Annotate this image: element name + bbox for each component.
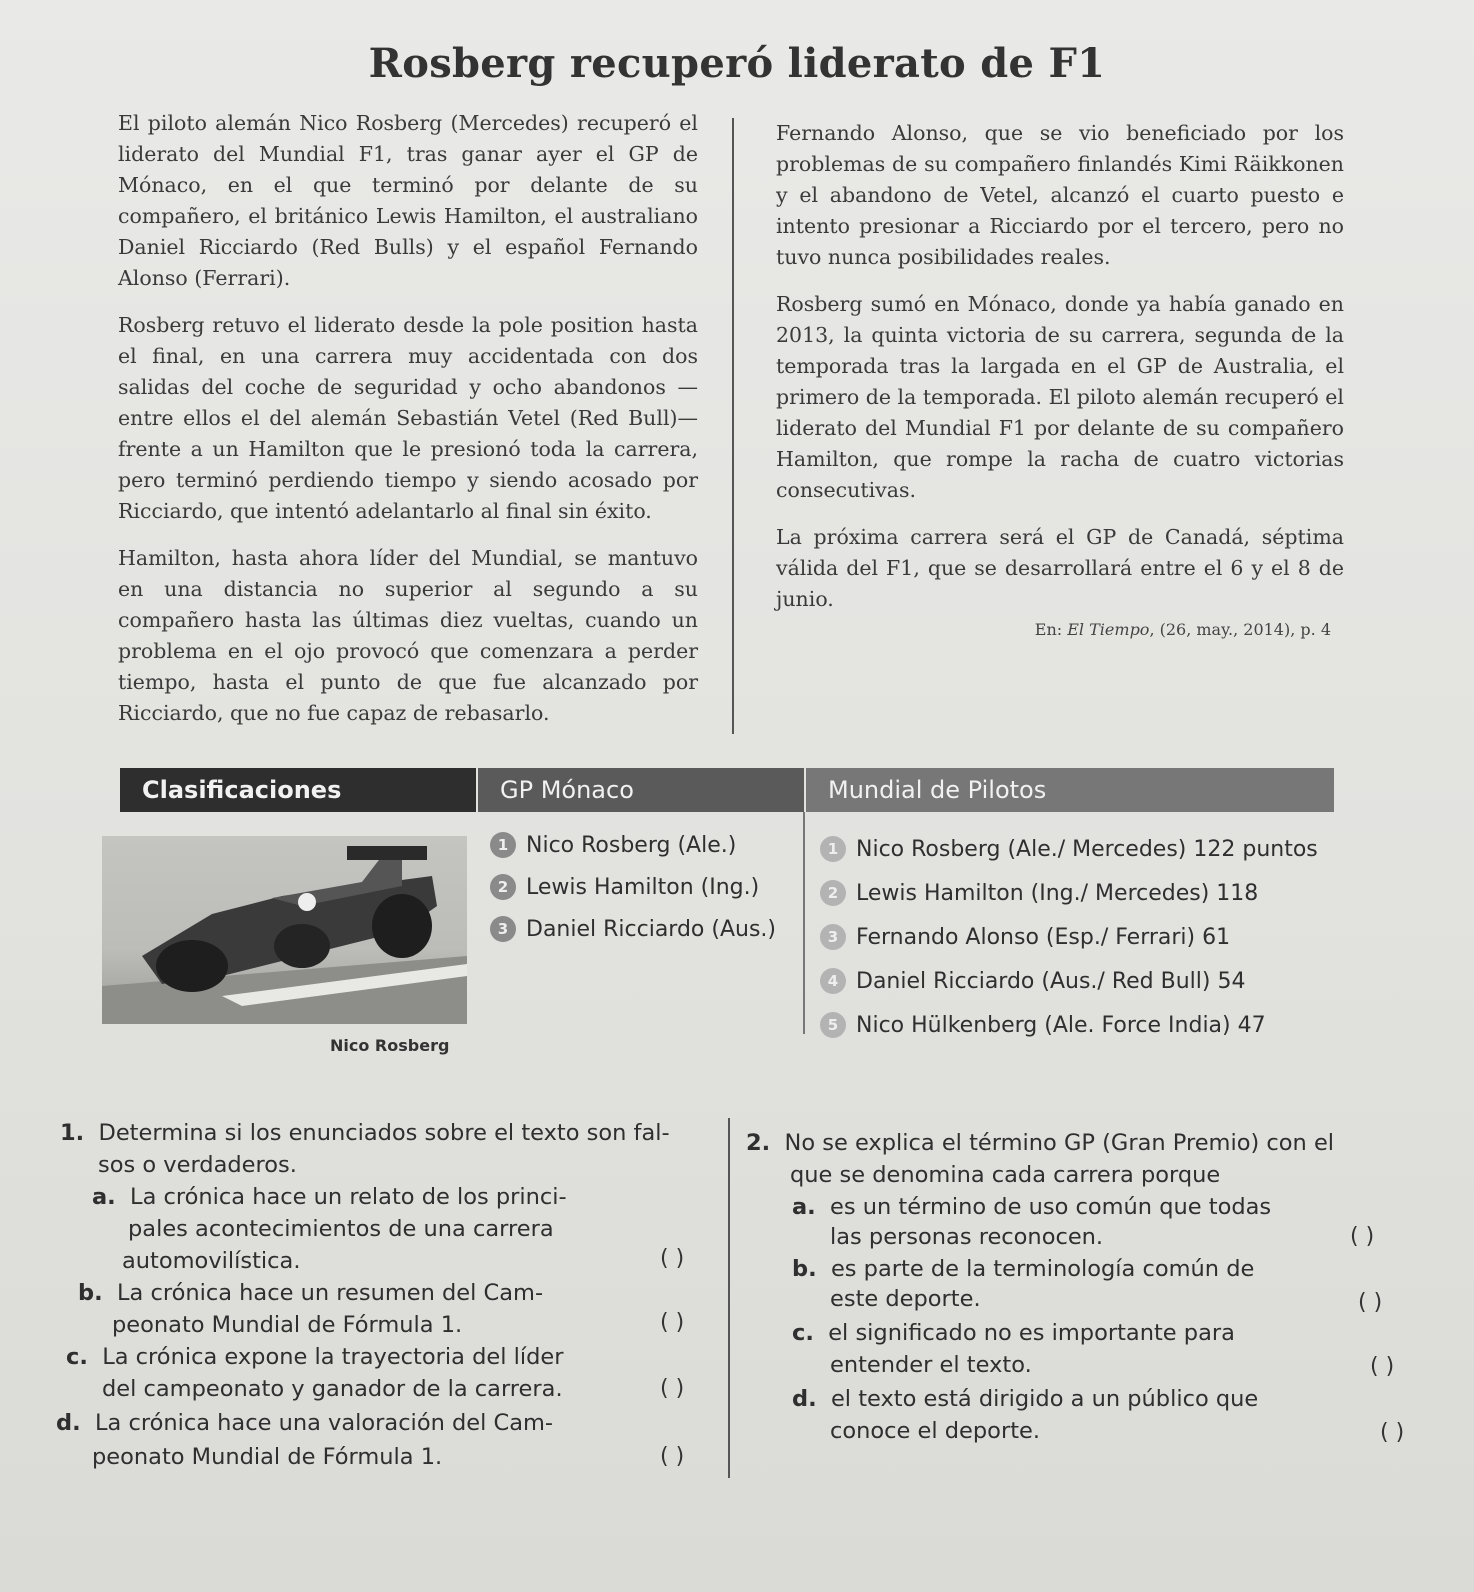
q1-intro: Determina si los enunciados sobre el texto son fal- xyxy=(98,1120,670,1146)
classifications-header: Clasificaciones xyxy=(120,768,476,812)
answer-box-q2-b[interactable]: ( ) xyxy=(1358,1290,1383,1315)
q1-c-letter: c. xyxy=(66,1344,88,1370)
position-badge: 1 xyxy=(820,836,846,862)
q2-a-text: es un término de uso común que todas xyxy=(830,1194,1272,1220)
paragraph: Fernando Alonso, que se vio beneficiado por los problemas de su compañero finlandés Kimi Räikkonen y el abandono de Vetel, alcanzó el cuarto puesto e intento presionar a Ricciardo por el tercero, pero no tuvo nunca posibilidades reales. xyxy=(776,121,1344,269)
gp-entry: Nico Rosberg (Ale.) xyxy=(526,832,737,858)
q2-number: 2. xyxy=(746,1130,771,1156)
q1-number: 1. xyxy=(60,1120,85,1146)
answer-box-q2-d[interactable]: ( ) xyxy=(1380,1420,1405,1445)
q2-c-text: el significado no es importante para xyxy=(828,1320,1235,1346)
article-title: Rosberg recuperó liderato de F1 xyxy=(368,40,1106,87)
answer-box-q1-b[interactable]: ( ) xyxy=(660,1310,685,1335)
q2-b-line2: este deporte. xyxy=(830,1286,981,1312)
source-publication: El Tiempo xyxy=(1067,620,1150,639)
q2-d-line1 xyxy=(792,1384,1258,1415)
mundial-entry: Lewis Hamilton (Ing./ Mercedes) 118 xyxy=(856,880,1259,906)
q1-b-text: La crónica hace un resumen del Cam- xyxy=(116,1280,544,1306)
source-details: , (26, may., 2014), p. 4 xyxy=(1149,620,1331,639)
gp-entry: Daniel Ricciardo (Aus.) xyxy=(526,916,776,942)
q1-b-letter: b. xyxy=(78,1280,103,1306)
position-badge: 2 xyxy=(490,874,516,900)
q1-a-letter: a. xyxy=(92,1184,116,1210)
position-badge: 2 xyxy=(820,880,846,906)
mundial-entry: Nico Rosberg (Ale./ Mercedes) 122 puntos xyxy=(856,836,1318,862)
position-badge: 3 xyxy=(490,916,516,942)
q2-intro: No se explica el término GP (Gran Premio) con el xyxy=(784,1130,1335,1156)
q2-intro-line2: que se denomina cada carrera porque xyxy=(790,1162,1221,1188)
q1-b-line2: peonato Mundial de Fórmula 1. xyxy=(112,1312,463,1338)
q2-d-letter: d. xyxy=(792,1386,817,1412)
q2-a-letter: a. xyxy=(792,1194,816,1220)
answer-box-q1-c[interactable]: ( ) xyxy=(660,1376,685,1401)
paragraph: Rosberg sumó en Mónaco, donde ya había ganado en 2013, la quinta victoria de su carrera, segunda de la temporada tras la largada en el GP de Australia, el primero de la temporada. El piloto alemán recuperó el liderato del Mundial F1 por delante de su compañero Hamilton, que rompe la racha de cuatro victorias consecutivas. xyxy=(776,292,1344,502)
mundial-entry: Fernando Alonso (Esp./ Ferrari) 61 xyxy=(856,924,1231,950)
mundial-entry: Daniel Ricciardo (Aus./ Red Bull) 54 xyxy=(856,968,1246,994)
gp-monaco-header: GP Mónaco xyxy=(478,768,804,812)
mundial-header: Mundial de Pilotos xyxy=(806,768,1334,812)
paragraph: La próxima carrera será el GP de Canadá, séptima válida del F1, que se desarrollará entre el 6 y el 8 de junio. xyxy=(776,525,1344,611)
answer-box-q2-c[interactable]: ( ) xyxy=(1370,1354,1395,1379)
paragraph: El piloto alemán Nico Rosberg (Mercedes) recuperó el liderato del Mundial F1, tras ganar ayer el GP de Mónaco, en el que terminó por delante de su compañero, el británico Lewis Hamilton, el australiano Daniel Ricciardo (Red Bulls) y el español Fernando Alonso (Ferrari). xyxy=(118,111,698,290)
q2-c-letter: c. xyxy=(792,1320,814,1346)
source-prefix: En: xyxy=(1034,620,1063,639)
q2-a-line1 xyxy=(792,1192,1271,1223)
q1-intro-line2: sos o verdaderos. xyxy=(98,1152,297,1178)
position-badge: 3 xyxy=(820,924,846,950)
answer-box-q1-d[interactable]: ( ) xyxy=(660,1444,685,1469)
position-badge: 5 xyxy=(820,1012,846,1038)
q1-d-text: La crónica hace una valoración del Cam- xyxy=(94,1410,554,1436)
position-badge: 4 xyxy=(820,968,846,994)
paragraph: Hamilton, hasta ahora líder del Mundial, se mantuvo en una distancia no superior al segundo a su compañero hasta las últimas diez vueltas, cuando un problema en el ojo provocó que comenzara a perder tiempo, hasta el punto de que fue alcanzado por Ricciardo, que no fue capaz de rebasarlo. xyxy=(118,546,698,725)
q2-d-line2: conoce el deporte. xyxy=(830,1418,1041,1444)
q1-c-line2: del campeonato y ganador de la carrera. xyxy=(102,1376,563,1402)
photo-caption: Nico Rosberg xyxy=(330,1036,450,1055)
position-badge: 1 xyxy=(490,832,516,858)
q2-b-letter: b. xyxy=(792,1256,817,1282)
q1-d-line2: peonato Mundial de Fórmula 1. xyxy=(92,1444,443,1470)
gp-entry: Lewis Hamilton (Ing.) xyxy=(526,874,760,900)
paragraph: Rosberg retuvo el liderato desde la pole position hasta el final, en una carrera muy accidentada con dos salidas del coche de seguridad y ocho abandonos —entre ellos el del alemán Sebastián Vetel (Red Bull)— frente a un Hamilton que le presionó toda la carrera, pero terminó perdiendo tiempo y siendo acosado por Ricciardo, que intentó adelantarlo al final sin éxito. xyxy=(118,313,698,523)
q2-c-line2: entender el texto. xyxy=(830,1352,1032,1378)
q2-b-text: es parte de la terminología común de xyxy=(830,1256,1255,1282)
q1-a-line2: pales acontecimientos de una carrera xyxy=(128,1216,554,1242)
answer-box-q2-a[interactable]: ( ) xyxy=(1350,1224,1375,1249)
q1-a-text: La crónica hace un relato de los princi- xyxy=(130,1184,567,1210)
q1-d-letter: d. xyxy=(56,1410,81,1436)
q2-c-line1 xyxy=(792,1318,1235,1349)
q1-c-text: La crónica expone la trayectoria del líder xyxy=(102,1344,564,1370)
mundial-entry: Nico Hülkenberg (Ale. Force India) 47 xyxy=(856,1012,1266,1038)
q2-intro-line1 xyxy=(746,1128,1334,1159)
q2-b-line1 xyxy=(792,1254,1254,1285)
q2-d-text: el texto está dirigido a un público que xyxy=(830,1386,1259,1412)
q2-a-line2: las personas reconocen. xyxy=(830,1224,1104,1250)
answer-box-q1-a[interactable]: ( ) xyxy=(660,1246,685,1271)
q1-a-line3: automovilística. xyxy=(122,1248,301,1274)
